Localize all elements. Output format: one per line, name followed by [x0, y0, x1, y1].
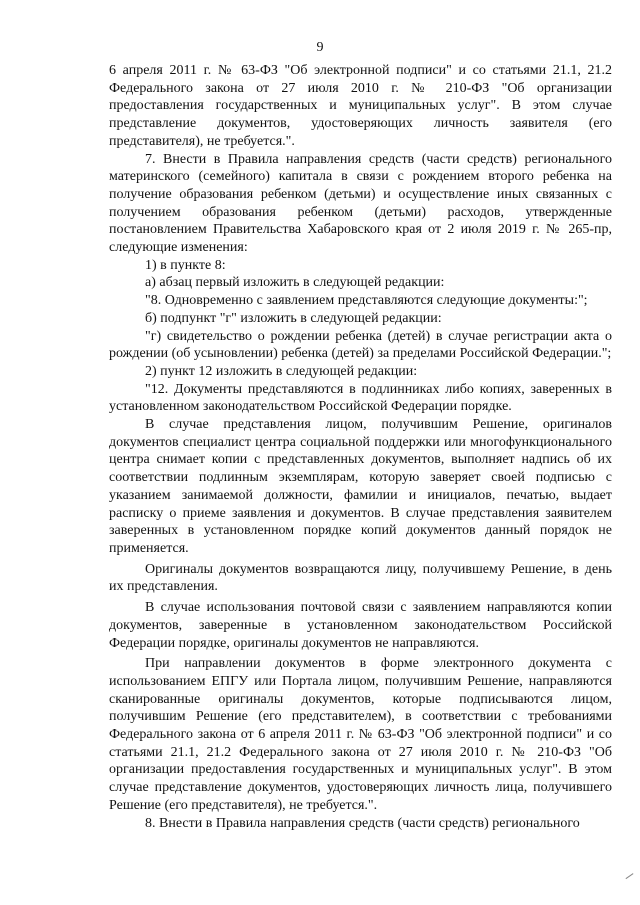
paragraph: "12. Документы представляются в подлинниках либо копиях, заверенных в установленном законодательством Российской Федерации порядке.	[109, 381, 612, 415]
paragraph: "8. Одновременно с заявлением представляются следующие документы:";	[145, 293, 588, 309]
paragraph: В случае представления лицом, получившим Решение, оригиналов документов специалист центра социальной поддержки или многофункционального центра снимает копии с представленных документов, выполняет надпись об их соответствии подлинным экземплярам, которую заверяет своей подписью с указанием занимаемой должности, фамилии и инициалов, печатью, выдает расписку о приеме заявления и документов. В случае представления заявителем заверенных в установленном порядке копий документов данный порядок не применяется.	[109, 417, 612, 556]
paragraph: Оригиналы документов возвращаются лицу, получившему Решение, в день их представления.	[109, 561, 612, 595]
document-body	[109, 62, 612, 832]
paragraph: В случае использования почтовой связи с заявлением направляются копии документов, заверенные в установленном законодательством Российской Федерации порядке, оригиналы документов не направляются.	[109, 600, 612, 651]
paragraph: 7. Внести в Правила направления средств (части средств) регионального материнского (семейного) капитала в связи с рождением второго ребенка на получение образования ребенком (детьми) и осуществление иных связанных с получением образования ребенком (детьми) расходов, утвержденные постановлением Правительства Хабаровского края от 2 июля 2019 г. № 265-пр, следующие изменения:	[109, 151, 612, 256]
paragraph: 6 апреля 2011 г. № 63-ФЗ "Об электронной подписи" и со статьями 21.1, 21.2 Федерального закона от 27 июля 2010 г. № 210-ФЗ "Об организации предоставления государственных и муниципальных услуг". В этом случае представление документов, удостоверяющих личность заявителя (его представителя), не требуется.".	[109, 63, 612, 149]
paragraph: 1) в пункте 8:	[145, 257, 226, 273]
paragraph: При направлении документов в форме электронного документа с использованием ЕПГУ или Портала лицом, получившим Решение, направляются сканированные оригиналы документов, которые подписываются лицом, получившим Решение (его представителем), в соответствии с требованиями Федерального закона от 6 апреля 2011 г. № 63-ФЗ "Об электронной подписи" и со статьями 21.1, 21.2 Федерального закона от 27 июля 2010 г. № 210-ФЗ "Об организации предоставления государственных и муниципальных услуг". В этом случае представление документов, удостоверяющих личность лица, получившего Решение (его представителя), не требуется.".	[109, 656, 612, 813]
page-number: 9	[316, 40, 324, 55]
paragraph: "г) свидетельство о рождении ребенка (детей) в случае регистрации акта о рождении (об усыновлении) ребенка (детей) за пределами Российской Федерации.";	[109, 328, 612, 362]
paragraph: 2) пункт 12 изложить в следующей редакции:	[145, 363, 418, 379]
paragraph: а) абзац первый изложить в следующей редакции:	[145, 275, 445, 291]
paragraph: б) подпункт "г" изложить в следующей редакции:	[145, 310, 442, 326]
corner-scan-mark	[626, 873, 638, 885]
paragraph: 8. Внести в Правила направления средств (части средств) регионального	[145, 815, 580, 831]
